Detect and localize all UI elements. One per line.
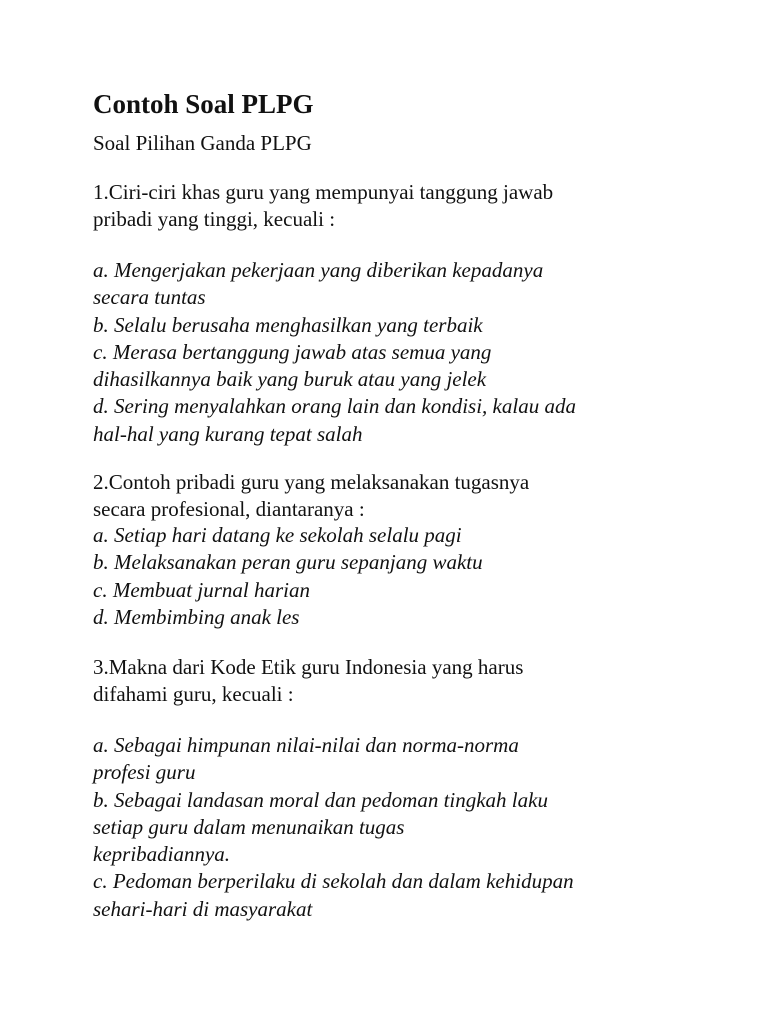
option-line: c. Merasa bertanggung jawab atas semua yang <box>93 339 492 364</box>
option-line: d. Sering menyalahkan orang lain dan kondisi, kalau ada <box>93 394 576 419</box>
question-line: pribadi yang tinggi, kecuali : <box>93 207 336 232</box>
question-line: 3.Makna dari Kode Etik guru Indonesia yang harus <box>93 655 524 679</box>
option-line: profesi guru <box>93 760 196 785</box>
option-line: b. Selalu berusaha menghasilkan yang terbaik <box>93 312 483 337</box>
option-line: a. Sebagai himpunan nilai-nilai dan norma-norma <box>93 733 519 757</box>
option-line: c. Membuat jurnal harian <box>93 577 310 602</box>
question-line: secara profesional, diantaranya : <box>93 497 365 522</box>
question-2-text <box>93 469 693 524</box>
option-line: c. Pedoman berperilaku di sekolah dan dalam kehidupan <box>93 869 574 894</box>
option-line: sehari-hari di masyarakat <box>93 896 313 921</box>
question-1-text <box>93 179 693 234</box>
question-line: difahami guru, kecuali : <box>93 682 294 707</box>
option-line: d. Membimbing anak les <box>93 604 300 629</box>
option-line: kepribadiannya. <box>93 842 231 867</box>
question-line: 2.Contoh pribadi guru yang melaksanakan tugasnya <box>93 470 530 494</box>
option-line: a. Setiap hari datang ke sekolah selalu pagi <box>93 523 462 547</box>
question-1-options <box>93 257 693 448</box>
option-line: a. Mengerjakan pekerjaan yang diberikan kepadanya <box>93 258 544 282</box>
question-2-options <box>93 522 693 631</box>
document-subtitle: Soal Pilihan Ganda PLPG <box>93 131 312 155</box>
option-line: secara tuntas <box>93 285 206 310</box>
option-line: b. Melaksanakan peran guru sepanjang waktu <box>93 550 483 575</box>
option-line: b. Sebagai landasan moral dan pedoman tingkah laku <box>93 787 548 812</box>
option-line: dihasilkannya baik yang buruk atau yang jelek <box>93 367 487 392</box>
question-3-text <box>93 654 693 709</box>
option-line: hal-hal yang kurang tepat salah <box>93 421 363 446</box>
document-title: Contoh Soal PLPG <box>93 89 314 119</box>
question-3-options <box>93 732 693 923</box>
question-line: 1.Ciri-ciri khas guru yang mempunyai tanggung jawab <box>93 180 554 204</box>
option-line: setiap guru dalam menunaikan tugas <box>93 814 405 839</box>
